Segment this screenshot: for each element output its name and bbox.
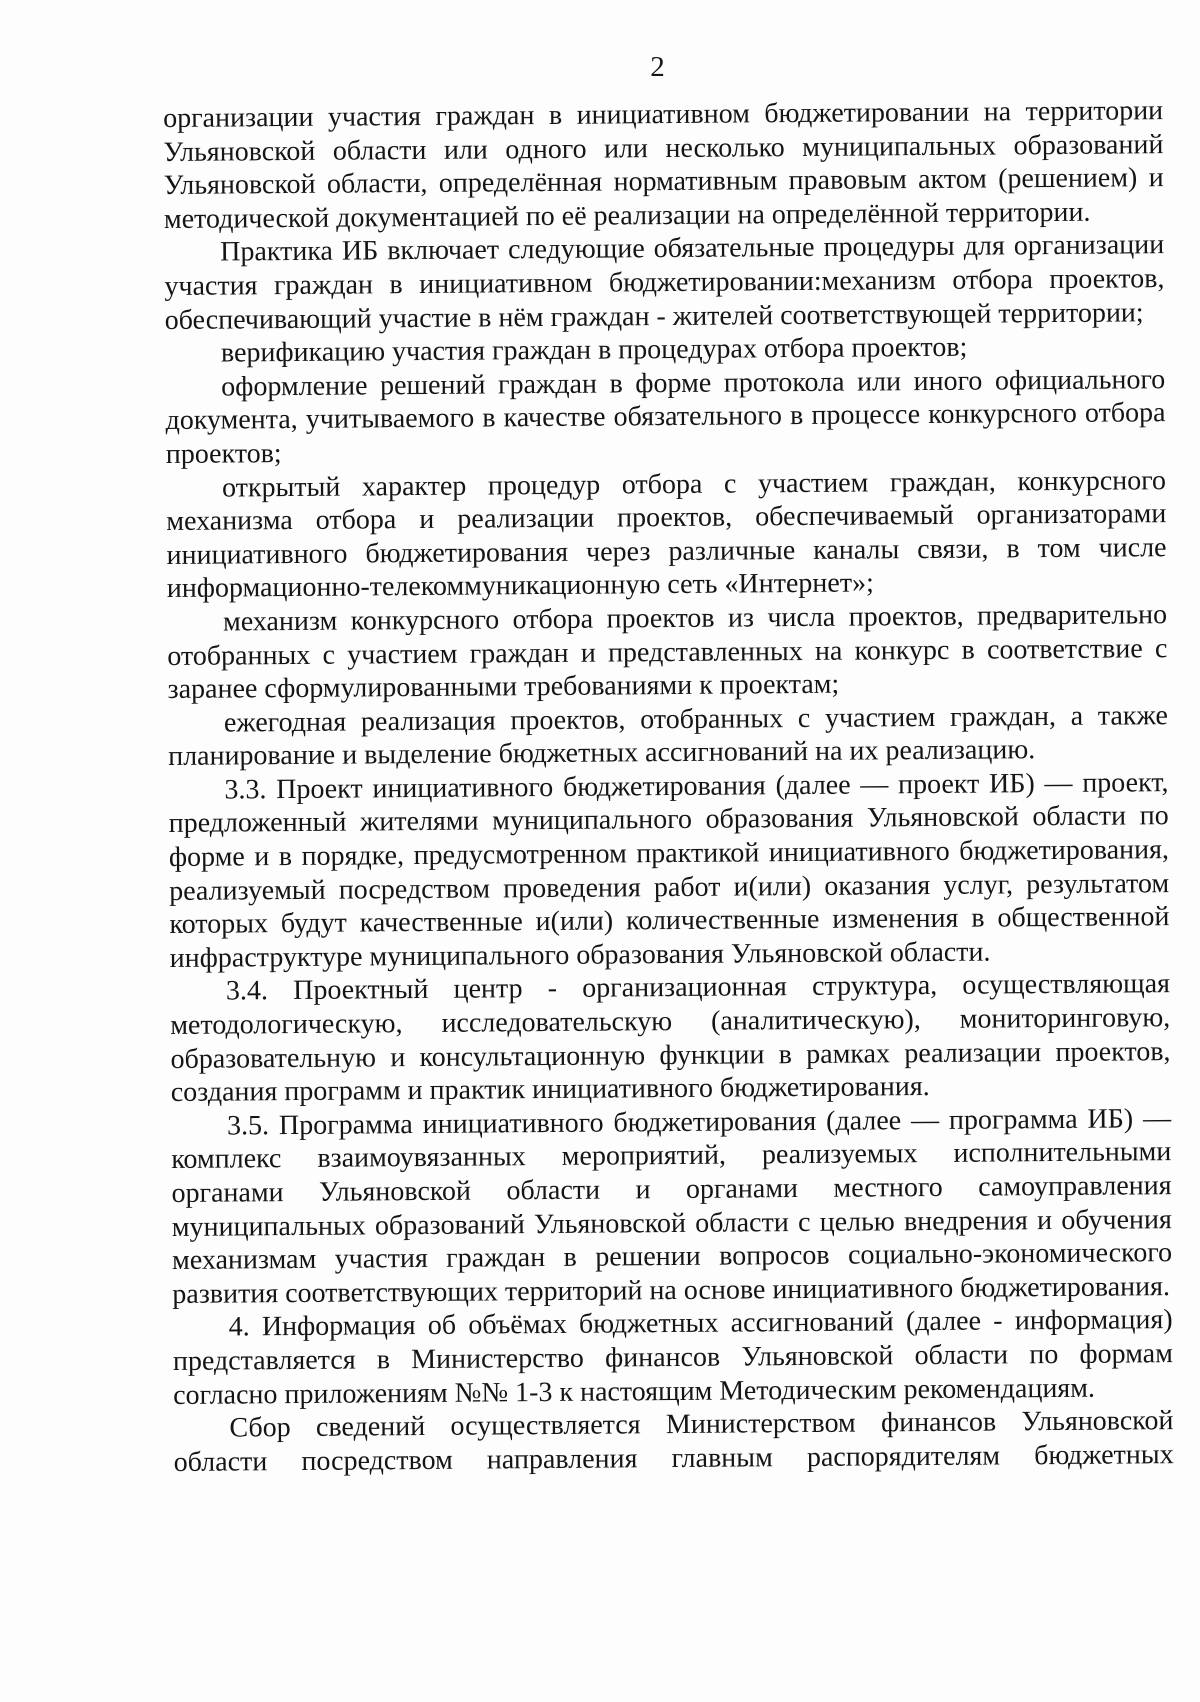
paragraph-annual-implementation: ежегодная реализация проектов, отобранных с участием граждан, а также планирование и выделение бюджетных ассигнований на их реализацию. [168, 699, 1168, 773]
document-body [163, 94, 1174, 1479]
paragraph-open-procedures: открытый характер процедур отбора с участием граждан, конкурсного механизма отбора и реализации проектов, обеспечиваемый организаторами инициативного бюджетирования через различные каналы связи, в том числе информационно-телекоммуникационную сеть «Интернет»; [166, 464, 1167, 605]
paragraph-competitive-selection: механизм конкурсного отбора проектов из числа проектов, предварительно отобранных с участием граждан и представленных на конкурс в соответствие с заранее сформулированными требованиями к проектам; [167, 599, 1168, 706]
paragraph-verification: верификацию участия граждан в процедурах отбора проектов; [220, 331, 968, 369]
paragraph-practice-procedures: Практика ИБ включает следующие обязательные процедуры для организации участия граждан в инициативном бюджетировании:механизм отбора проектов, обеспечивающий участие в нём граждан - жителей соответствующей территории; [164, 229, 1165, 336]
paragraph-4-information: 4. Информация об объёмах бюджетных ассигнований (далее - информация) представляется в Министерство финансов Ульяновской области по формам согласно приложениям №№ 1-3 к настоящим Методическим рекомендациям. [172, 1304, 1173, 1411]
page-number: 2 [650, 51, 665, 83]
paragraph-definition-continuation: организации участия граждан в инициативном бюджетировании на территории Ульяновской области или одного или несколько муниципальных образований Ульяновской области, определённая нормативным правовым актом (решением) и методической документацией по её реализации на определённой территории. [163, 95, 1164, 235]
paragraph-3-3-project: 3.3. Проект инициативного бюджетирования (далее — проект ИБ) — проект, предложенный жителями муниципального образования Ульяновской области по форме и в порядке, предусмотренном практикой инициативного бюджетирования, реализуемый посредством проведения работ и(или) оказания услуг, результатом которых будут качественные и(или) количественные изменения в общественной инфраструктуре муниципального образования Ульяновской области. [168, 767, 1170, 974]
paragraph-decisions-protocol: оформление решений граждан в форме протокола или иного официального документа, учитываемого в качестве обязательного в процессе конкурсного отбора проектов; [165, 363, 1166, 470]
paragraph-3-5-program: 3.5. Программа инициативного бюджетирования (далее — программа ИБ) — комплекс взаимоувязанных мероприятий, реализуемых исполнительными органами Ульяновской области и органами местного самоуправления муниципальных образований Ульяновской области с целью внедрения и обучения механизмам участия граждан в решении вопросов социально-экономического развития соответствующих территорий на основе инициативного бюджетирования. [171, 1102, 1173, 1310]
paragraph-data-collection: Сбор сведений осуществляется Министерством финансов Ульяновской области посредством направления главным распорядителям бюджетных [173, 1405, 1174, 1478]
paragraph-3-4-project-center: 3.4. Проектный центр - организационная структура, осуществляющая методологическую, исследовательскую (аналитическую), мониторинговую, образовательную и консультационную функции в рамках реализации проектов, создания программ и практик инициативного бюджетирования. [170, 968, 1171, 1109]
